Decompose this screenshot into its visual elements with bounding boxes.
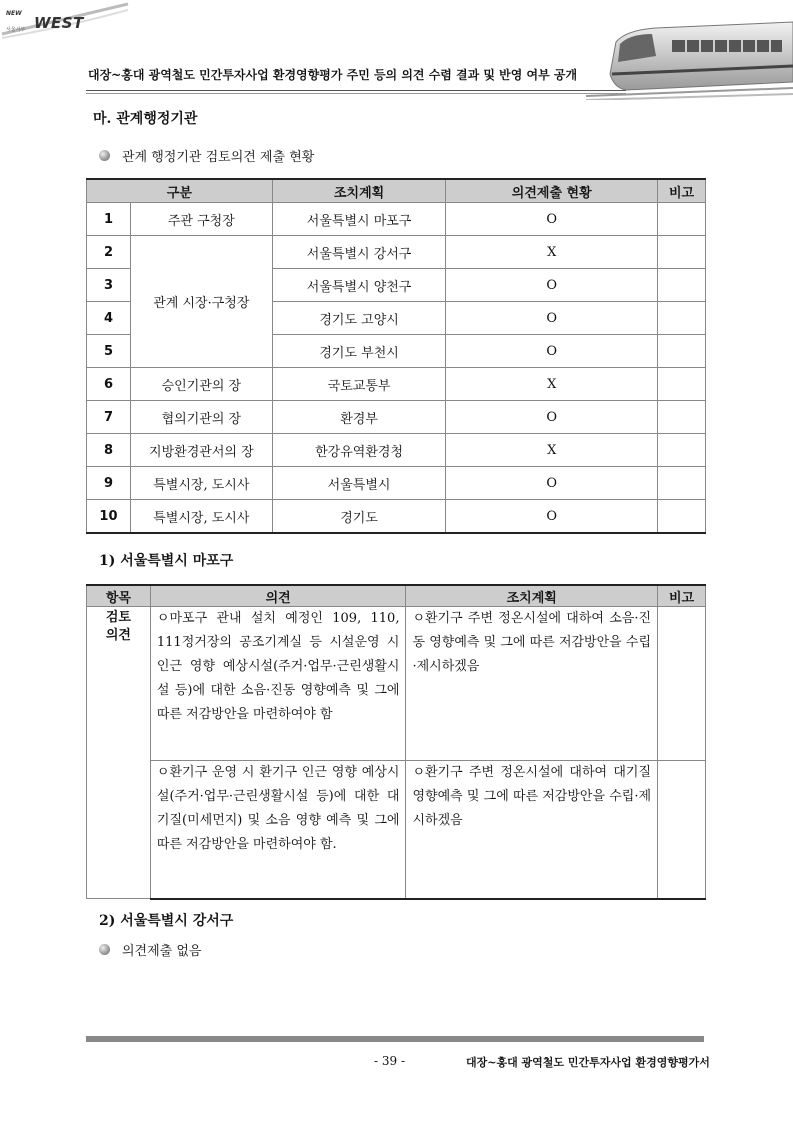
row-number: 6 (87, 368, 131, 401)
logo-brand-text: WEST (34, 14, 84, 32)
opinion-text: ㅇ환기구 운영 시 환기구 인근 영향 예상시설(주거·업무·근린생활시설 등)에 대한 대기질(미세먼지) 및 소음 영향 예측 및 그에 따른 저감방안을 마련하여야 함. (150, 761, 406, 899)
row-note (658, 467, 706, 500)
table-header-row (87, 179, 706, 203)
col-header-note: 비고 (658, 585, 706, 607)
row-status: O (446, 401, 658, 434)
row-organization: 국토교통부 (272, 368, 446, 401)
document-header-title: 대장~홍대 광역철도 민간투자사업 환경영향평가 주민 등의 의견 수렴 결과 및 반영 여부 공개 (88, 68, 578, 82)
table-row (87, 500, 706, 534)
plan-text: ㅇ환기구 주변 정온시설에 대하여 소음·진동 영향예측 및 그에 따른 저감방안을 수립·제시하겠음 (406, 607, 658, 761)
row-note (658, 607, 706, 761)
row-group: 승인기관의 장 (130, 368, 272, 401)
section-bullet (99, 146, 314, 165)
header-divider (86, 90, 626, 91)
row-note (658, 761, 706, 899)
bullet-icon (99, 944, 110, 955)
row-status: O (446, 335, 658, 368)
row-status: X (446, 236, 658, 269)
logo (0, 0, 130, 50)
row-organization: 서울특별시 강서구 (272, 236, 446, 269)
table-row (87, 607, 706, 761)
opinion-text: ㅇ마포구 관내 설치 예정인 109, 110, 111정거장의 공조기계실 등 시설운영 시 인근 영향 예상시설(주거·업무·근린생활시설 등)에 대한 소음·진동 영향예측 및 그에 따른 저감방안을 마련하여야 함 (150, 607, 406, 761)
row-organization: 환경부 (272, 401, 446, 434)
row-organization: 경기도 고양시 (272, 302, 446, 335)
table-row (87, 401, 706, 434)
footer-bar (86, 1036, 704, 1042)
row-note (658, 434, 706, 467)
col-header-category: 구분 (87, 179, 273, 203)
row-organization: 경기도 부천시 (272, 335, 446, 368)
row-group: 특별시장, 도시사 (130, 500, 272, 534)
row-number: 5 (87, 335, 131, 368)
row-status: O (446, 269, 658, 302)
subsection-title-gangseo: 2) 서울특별시 강서구 (99, 913, 234, 929)
row-number: 3 (87, 269, 131, 302)
logo-sub-text: 서울서부 (6, 27, 26, 33)
section-title: 마. 관계행정기관 (93, 111, 198, 127)
subsection-bullet-text: 의견제출 없음 (122, 944, 202, 959)
col-header-plan: 조치계획 (272, 179, 446, 203)
row-group: 관계 시장·구청장 (130, 236, 272, 368)
row-number: 4 (87, 302, 131, 335)
page-number: - 39 - (374, 1054, 406, 1068)
section-bullet-text: 관계 행정기관 검토의견 제출 현황 (122, 150, 315, 165)
plan-text: ㅇ환기구 주변 정온시설에 대하여 대기질 영향예측 및 그에 따른 저감방안을 수립·제시하겠음 (406, 761, 658, 899)
row-number: 2 (87, 236, 131, 269)
row-note (658, 236, 706, 269)
row-number: 1 (87, 203, 131, 236)
row-note (658, 335, 706, 368)
table-row (87, 434, 706, 467)
row-note (658, 302, 706, 335)
row-number: 10 (87, 500, 131, 534)
train-icon (586, 12, 793, 100)
col-header-plan: 조치계획 (406, 585, 658, 607)
col-header-opinion: 의견 (150, 585, 406, 607)
col-header-note: 비고 (658, 179, 706, 203)
row-organization: 경기도 (272, 500, 446, 534)
col-header-item: 항목 (87, 585, 151, 607)
row-status: O (446, 203, 658, 236)
row-organization: 서울특별시 (272, 467, 446, 500)
row-group: 지방환경관서의 장 (130, 434, 272, 467)
header-divider-secondary (86, 93, 626, 94)
subsection-title-mapo: 1) 서울특별시 마포구 (99, 553, 234, 569)
table-row (87, 368, 706, 401)
row-organization: 서울특별시 양천구 (272, 269, 446, 302)
row-group: 특별시장, 도시사 (130, 467, 272, 500)
row-organization: 한강유역환경청 (272, 434, 446, 467)
subsection-bullet (99, 940, 201, 959)
row-number: 9 (87, 467, 131, 500)
row-label: 검토 의견 (87, 607, 151, 899)
row-status: O (446, 467, 658, 500)
table-row (87, 203, 706, 236)
row-number: 7 (87, 401, 131, 434)
table-header-row (87, 585, 706, 607)
col-header-status: 의견제출 현황 (446, 179, 658, 203)
row-status: X (446, 368, 658, 401)
row-status: O (446, 500, 658, 534)
row-status: O (446, 302, 658, 335)
row-organization: 서울특별시 마포구 (272, 203, 446, 236)
row-note (658, 401, 706, 434)
row-number: 8 (87, 434, 131, 467)
row-group: 주관 구청장 (130, 203, 272, 236)
agency-review-table (86, 178, 706, 534)
logo-new-text: NEW (6, 10, 22, 17)
row-group: 협의기관의 장 (130, 401, 272, 434)
footer-title: 대장~홍대 광역철도 민간투자사업 환경영향평가서 (466, 1056, 710, 1069)
mapo-opinion-table (86, 584, 706, 900)
row-note (658, 203, 706, 236)
row-note (658, 500, 706, 534)
row-note (658, 368, 706, 401)
row-note (658, 269, 706, 302)
bullet-icon (99, 150, 110, 161)
row-status: X (446, 434, 658, 467)
table-row (87, 467, 706, 500)
table-row (87, 761, 706, 899)
table-row (87, 236, 706, 269)
